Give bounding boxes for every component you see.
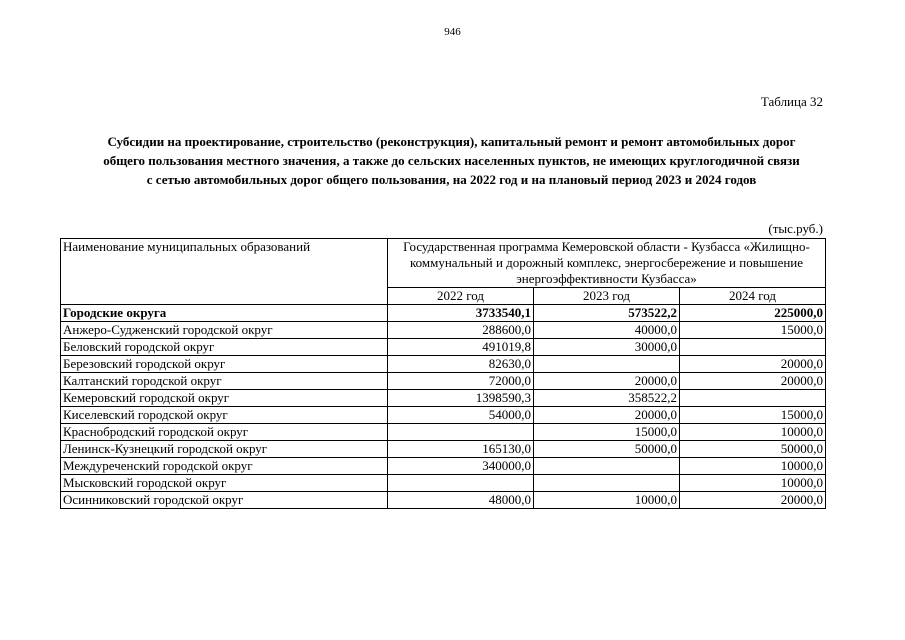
value-2023-cell: 15000,0 <box>534 424 680 441</box>
table-row <box>61 339 826 356</box>
value-2022-cell: 72000,0 <box>388 373 534 390</box>
municipality-cell: Кемеровский городской округ <box>61 390 388 407</box>
municipality-cell: Киселевский городской округ <box>61 407 388 424</box>
value-2022-cell: 48000,0 <box>388 492 534 509</box>
value-2023-cell: 573522,2 <box>534 305 680 322</box>
value-2024-cell: 10000,0 <box>680 424 826 441</box>
value-2024-cell <box>680 339 826 356</box>
value-2024-cell: 20000,0 <box>680 492 826 509</box>
table-row <box>61 356 826 373</box>
value-2024-cell: 225000,0 <box>680 305 826 322</box>
title-line: общего пользования местного значения, а также до сельских населенных пунктов, не имеющих круглогодичной связи <box>103 153 800 168</box>
value-2023-cell: 30000,0 <box>534 339 680 356</box>
municipality-cell: Березовский городской округ <box>61 356 388 373</box>
value-2022-cell: 1398590,3 <box>388 390 534 407</box>
value-2022-cell: 3733540,1 <box>388 305 534 322</box>
value-2022-cell: 288600,0 <box>388 322 534 339</box>
municipality-cell: Ленинск-Кузнецкий городской округ <box>61 441 388 458</box>
table-row <box>61 407 826 424</box>
table-row <box>61 441 826 458</box>
value-2024-cell: 50000,0 <box>680 441 826 458</box>
value-2024-cell: 20000,0 <box>680 373 826 390</box>
table-row <box>61 475 826 492</box>
table-label: Таблица 32 <box>760 94 823 109</box>
value-2023-cell: 358522,2 <box>534 390 680 407</box>
table-row <box>61 373 826 390</box>
value-2022-cell: 165130,0 <box>388 441 534 458</box>
column-header-year-2024: 2024 год <box>680 288 826 305</box>
value-2024-cell: 15000,0 <box>680 322 826 339</box>
table-row <box>61 424 826 441</box>
units-label: (тыс.руб.) <box>768 221 823 236</box>
column-header-year-2023: 2023 год <box>534 288 680 305</box>
table-row <box>61 458 826 475</box>
table-row-total <box>61 305 826 322</box>
value-2022-cell: 340000,0 <box>388 458 534 475</box>
value-2023-cell <box>534 356 680 373</box>
value-2024-cell: 10000,0 <box>680 475 826 492</box>
document-title <box>60 132 843 189</box>
table-row <box>61 390 826 407</box>
column-header-program: Государственная программа Кемеровской области - Кузбасса «Жилищно-коммунальный и дорожный комплекс, энергосбережение и повышение энергоэффективности Кузбасса» <box>388 239 826 288</box>
column-header-year-2022: 2022 год <box>388 288 534 305</box>
table-row <box>61 492 826 509</box>
value-2022-cell <box>388 424 534 441</box>
table-body <box>61 305 826 509</box>
value-2022-cell: 82630,0 <box>388 356 534 373</box>
municipality-cell: Краснобродский городской округ <box>61 424 388 441</box>
municipality-cell: Беловский городской округ <box>61 339 388 356</box>
page-number: 946 <box>444 26 461 38</box>
municipality-cell: Осинниковский городской округ <box>61 492 388 509</box>
value-2024-cell: 10000,0 <box>680 458 826 475</box>
municipality-cell: Городские округа <box>61 305 388 322</box>
title-line: с сетью автомобильных дорог общего пользования, на 2022 год и на плановый период 2023 и 2024 годов <box>146 172 757 187</box>
title-line: Субсидии на проектирование, строительство (реконструкция), капитальный ремонт и ремонт автомобильных дорог <box>107 134 796 149</box>
value-2024-cell: 20000,0 <box>680 356 826 373</box>
value-2023-cell <box>534 458 680 475</box>
value-2022-cell: 491019,8 <box>388 339 534 356</box>
subsidies-table <box>60 238 826 509</box>
municipality-cell: Междуреченский городской округ <box>61 458 388 475</box>
value-2023-cell: 20000,0 <box>534 373 680 390</box>
value-2023-cell: 50000,0 <box>534 441 680 458</box>
municipality-cell: Мысковский городской округ <box>61 475 388 492</box>
value-2023-cell: 40000,0 <box>534 322 680 339</box>
value-2023-cell: 20000,0 <box>534 407 680 424</box>
column-header-municipality: Наименование муниципальных образований <box>61 239 388 305</box>
value-2023-cell <box>534 475 680 492</box>
value-2022-cell: 54000,0 <box>388 407 534 424</box>
value-2024-cell <box>680 390 826 407</box>
table-row <box>61 322 826 339</box>
value-2022-cell <box>388 475 534 492</box>
municipality-cell: Анжеро-Судженский городской округ <box>61 322 388 339</box>
municipality-cell: Калтанский городской округ <box>61 373 388 390</box>
value-2024-cell: 15000,0 <box>680 407 826 424</box>
value-2023-cell: 10000,0 <box>534 492 680 509</box>
